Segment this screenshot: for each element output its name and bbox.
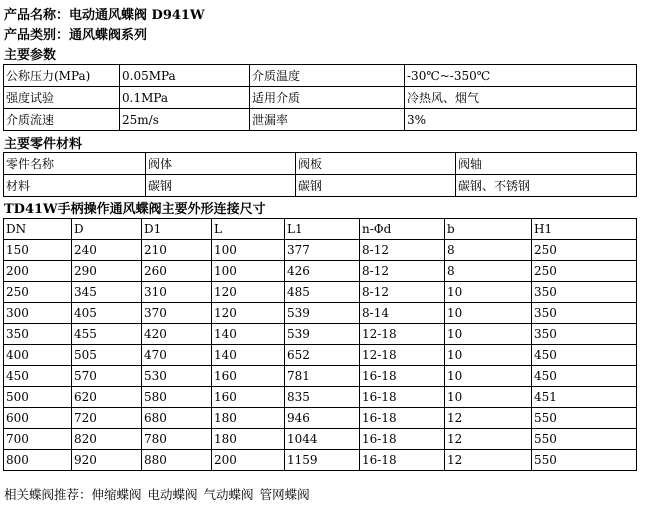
column-header: D — [72, 219, 142, 240]
table-cell: 10 — [445, 387, 532, 408]
table-row — [4, 387, 637, 408]
table-cell: 450 — [4, 366, 72, 387]
table-cell: 8 — [445, 240, 532, 261]
table-cell: 介质温度 — [250, 65, 405, 87]
table-cell: 10 — [445, 303, 532, 324]
column-header: DN — [4, 219, 72, 240]
table-cell: 160 — [212, 366, 285, 387]
table-cell: 405 — [72, 303, 142, 324]
product-category-line — [4, 24, 147, 43]
table-cell: 505 — [72, 345, 142, 366]
table-cell: 200 — [212, 450, 285, 471]
table-cell: 720 — [72, 408, 142, 429]
table-cell: 350 — [4, 324, 72, 345]
category-label: 产品类别： — [4, 28, 70, 43]
table-cell: 阀轴 — [456, 153, 637, 175]
column-header: H1 — [532, 219, 637, 240]
table-cell: 1044 — [285, 429, 360, 450]
table-cell: 适用介质 — [250, 87, 405, 109]
table-cell: 8-12 — [360, 261, 445, 282]
table-cell: 450 — [532, 345, 637, 366]
dims-title: TD41W手柄操作通风蝶阀主要外形连接尺寸 — [4, 202, 266, 217]
table-cell: -30℃~-350℃ — [405, 65, 637, 87]
table-cell: 泄漏率 — [250, 109, 405, 131]
table-cell: 12-18 — [360, 324, 445, 345]
related-link-4[interactable]: 管网蝶阀 — [259, 487, 310, 502]
table-cell: 580 — [142, 387, 212, 408]
column-header: L1 — [285, 219, 360, 240]
column-header: L — [212, 219, 285, 240]
table-cell: 570 — [72, 366, 142, 387]
parts-title: 主要零件材料 — [4, 137, 83, 152]
table-cell: 25m/s — [120, 109, 250, 131]
table-cell: 310 — [142, 282, 212, 303]
table-cell: 8-14 — [360, 303, 445, 324]
table-cell: 350 — [532, 324, 637, 345]
table-cell: 600 — [4, 408, 72, 429]
table-cell: 碳钢 — [146, 175, 296, 197]
table-cell: 8-12 — [360, 240, 445, 261]
table-row — [4, 345, 637, 366]
table-row — [4, 366, 637, 387]
table-cell: 碳钢、不锈钢 — [456, 175, 637, 197]
related-link-2[interactable]: 电动蝶阀 — [147, 487, 198, 502]
table-cell: 539 — [285, 324, 360, 345]
table-cell: 16-18 — [360, 387, 445, 408]
table-cell: 16-18 — [360, 366, 445, 387]
table-cell: 10 — [445, 282, 532, 303]
params-table — [3, 64, 637, 131]
category-value: 通风蝶阀系列 — [69, 28, 148, 43]
table-cell: 150 — [4, 240, 72, 261]
table-cell: 350 — [532, 282, 637, 303]
table-cell: 946 — [285, 408, 360, 429]
table-header-row — [4, 219, 637, 240]
column-header: b — [445, 219, 532, 240]
table-row — [4, 429, 637, 450]
related-recommendations — [4, 485, 310, 503]
table-cell: 539 — [285, 303, 360, 324]
table-cell: 250 — [532, 240, 637, 261]
table-cell: 400 — [4, 345, 72, 366]
table-cell: 820 — [72, 429, 142, 450]
table-cell: 10 — [445, 324, 532, 345]
table-cell: 冷热风、烟气 — [405, 87, 637, 109]
table-row — [4, 109, 637, 131]
table-row — [4, 240, 637, 261]
table-cell: 500 — [4, 387, 72, 408]
table-cell: 16-18 — [360, 429, 445, 450]
table-cell: 426 — [285, 261, 360, 282]
product-name-value: 电动通风蝶阀 D941W — [69, 8, 205, 23]
table-cell: 920 — [72, 450, 142, 471]
column-header: D1 — [142, 219, 212, 240]
table-row — [4, 408, 637, 429]
table-cell: 250 — [532, 261, 637, 282]
table-cell: 680 — [142, 408, 212, 429]
table-row — [4, 65, 637, 87]
table-cell: 290 — [72, 261, 142, 282]
table-cell: 652 — [285, 345, 360, 366]
table-cell: 120 — [212, 303, 285, 324]
related-link-1[interactable]: 伸缩蝶阀 — [91, 487, 142, 502]
table-cell: 8-12 — [360, 282, 445, 303]
table-cell: 0.05MPa — [120, 65, 250, 87]
table-cell: 377 — [285, 240, 360, 261]
table-cell: 835 — [285, 387, 360, 408]
table-cell: 880 — [142, 450, 212, 471]
table-cell: 451 — [532, 387, 637, 408]
table-cell: 1159 — [285, 450, 360, 471]
table-cell: 550 — [532, 429, 637, 450]
table-cell: 550 — [532, 408, 637, 429]
table-cell: 碳钢 — [296, 175, 456, 197]
table-cell: 620 — [72, 387, 142, 408]
table-cell: 公称压力(MPa) — [4, 65, 120, 87]
table-cell: 200 — [4, 261, 72, 282]
table-cell: 0.1MPa — [120, 87, 250, 109]
table-cell: 强度试验 — [4, 87, 120, 109]
table-cell: 12 — [445, 429, 532, 450]
table-row — [4, 324, 637, 345]
table-cell: 12-18 — [360, 345, 445, 366]
table-cell: 530 — [142, 366, 212, 387]
table-cell: 180 — [212, 408, 285, 429]
related-label: 相关蝶阀推荐： — [4, 487, 92, 502]
table-cell: 210 — [142, 240, 212, 261]
table-row — [4, 282, 637, 303]
table-cell: 140 — [212, 324, 285, 345]
table-cell: 8 — [445, 261, 532, 282]
table-cell: 781 — [285, 366, 360, 387]
column-header: n-Φd — [360, 219, 445, 240]
table-cell: 370 — [142, 303, 212, 324]
table-cell: 700 — [4, 429, 72, 450]
table-row — [4, 303, 637, 324]
table-cell: 16-18 — [360, 408, 445, 429]
table-cell: 455 — [72, 324, 142, 345]
dims-table — [3, 218, 637, 471]
table-cell: 550 — [532, 450, 637, 471]
table-cell: 3% — [405, 109, 637, 131]
table-cell: 120 — [212, 282, 285, 303]
table-cell: 260 — [142, 261, 212, 282]
table-cell: 180 — [212, 429, 285, 450]
table-cell: 800 — [4, 450, 72, 471]
table-cell: 10 — [445, 366, 532, 387]
table-cell: 345 — [72, 282, 142, 303]
related-link-3[interactable]: 气动蝶阀 — [203, 487, 254, 502]
table-row — [4, 153, 637, 175]
table-cell: 420 — [142, 324, 212, 345]
table-cell: 10 — [445, 345, 532, 366]
table-cell: 350 — [532, 303, 637, 324]
table-cell: 470 — [142, 345, 212, 366]
table-cell: 160 — [212, 387, 285, 408]
product-name-label: 产品名称： — [4, 8, 70, 23]
table-cell: 100 — [212, 240, 285, 261]
table-row — [4, 175, 637, 197]
table-cell: 780 — [142, 429, 212, 450]
table-cell: 300 — [4, 303, 72, 324]
table-cell: 485 — [285, 282, 360, 303]
main-params-title: 主要参数 — [4, 48, 57, 63]
table-cell: 240 — [72, 240, 142, 261]
table-cell: 250 — [4, 282, 72, 303]
table-cell: 阀体 — [146, 153, 296, 175]
product-name-line — [4, 4, 205, 23]
table-cell: 140 — [212, 345, 285, 366]
table-cell: 16-18 — [360, 450, 445, 471]
table-row — [4, 87, 637, 109]
table-cell: 零件名称 — [4, 153, 146, 175]
table-cell: 100 — [212, 261, 285, 282]
table-cell: 介质流速 — [4, 109, 120, 131]
table-cell: 材料 — [4, 175, 146, 197]
table-cell: 12 — [445, 450, 532, 471]
table-row — [4, 261, 637, 282]
table-cell: 12 — [445, 408, 532, 429]
table-row — [4, 450, 637, 471]
table-cell: 450 — [532, 366, 637, 387]
table-cell: 阀板 — [296, 153, 456, 175]
parts-table — [3, 152, 637, 197]
